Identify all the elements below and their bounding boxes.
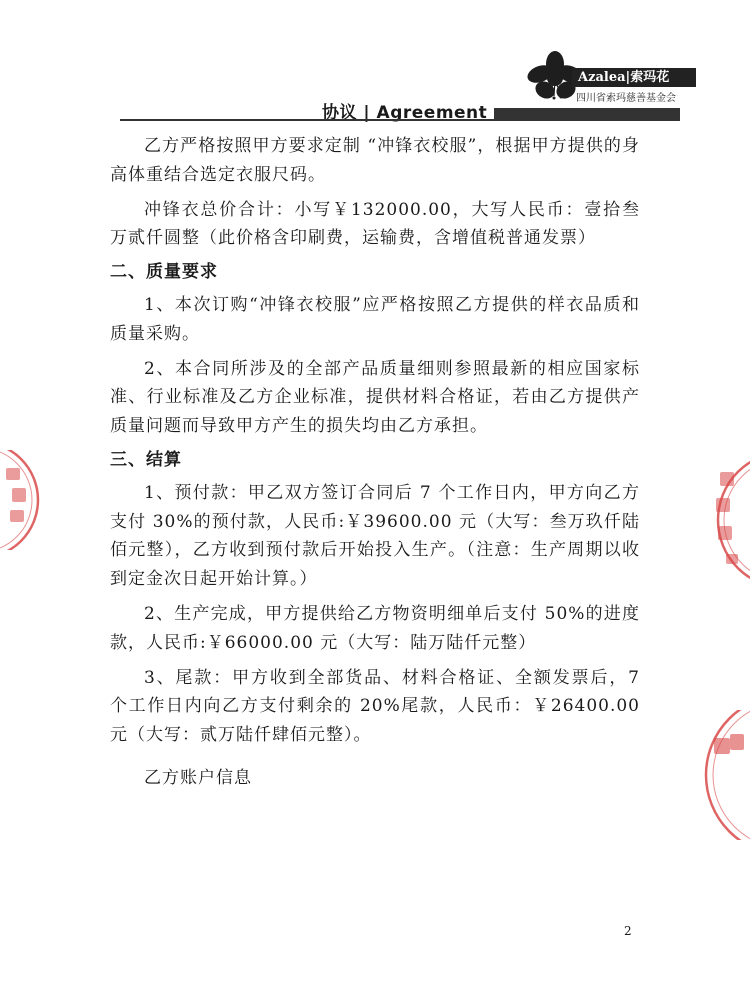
right-seal-stamp [706, 450, 750, 590]
section-heading-quality: 二、质量要求 [110, 262, 218, 283]
paragraph-quality-1: 1、本次订购“冲锋衣校服”应严格按照乙方提供的样衣品质和质量采购。 [110, 294, 640, 344]
paragraph-final-payment: 3、尾款：甲方收到全部货品、材料合格证、全额发票后，7 个工作日内向乙方支付剩余的 20%尾款，人民币：￥26400.00 元（大写：贰万陆仟肆佰元整）。 [110, 667, 640, 746]
logo-org-name: 四川省索玛慈善基金会 [576, 93, 676, 104]
paragraph-custom-order: 乙方严格按照甲方要求定制 “冲锋衣校服”，根据甲方提供的身高体重结合选定衣服尺码。 [110, 136, 640, 185]
paragraph-total-price: 冲锋衣总价合计：小写￥132000.00，大写人民币：壹拾叁万贰仟圆整（此价格含印刷费，运输费，含增值税普通发票） [110, 199, 640, 249]
paragraph-prepayment: 1、预付款：甲乙双方签订合同后 7 个工作日内，甲方向乙方支付 30%的预付款，人民币:￥39600.00 元（大写：叁万玖仟陆佰元整），乙方收到预付款后开始投入生产。（注意：生产周期以收到定金次日起开始计算。） [110, 482, 640, 590]
agreement-body [110, 132, 640, 793]
page-title: 协议 | Agreement [322, 103, 488, 123]
header-rule-block [494, 108, 680, 120]
page-number: 2 [624, 924, 632, 938]
paragraph-quality-2: 2、本合同所涉及的全部产品质量细则参照最新的相应国家标准、行业标准及乙方企业标准，提供材料合格证，若由乙方提供产质量问题而导致甲方产生的损失均由乙方承担。 [110, 358, 640, 437]
subheading-account-info: 乙方账户信息 [144, 767, 252, 788]
foundation-logo [520, 50, 696, 106]
logo-name: Azalea|索玛花 [572, 68, 696, 87]
left-seal-stamp [0, 450, 44, 550]
right-seal-stamp-lower [686, 710, 750, 840]
section-heading-settlement: 三、结算 [110, 449, 182, 470]
paragraph-progress-payment: 2、生产完成，甲方提供给乙方物资明细单后支付 50%的进度款，人民币:￥66000.00 元（大写：陆万陆仟元整） [110, 603, 640, 653]
